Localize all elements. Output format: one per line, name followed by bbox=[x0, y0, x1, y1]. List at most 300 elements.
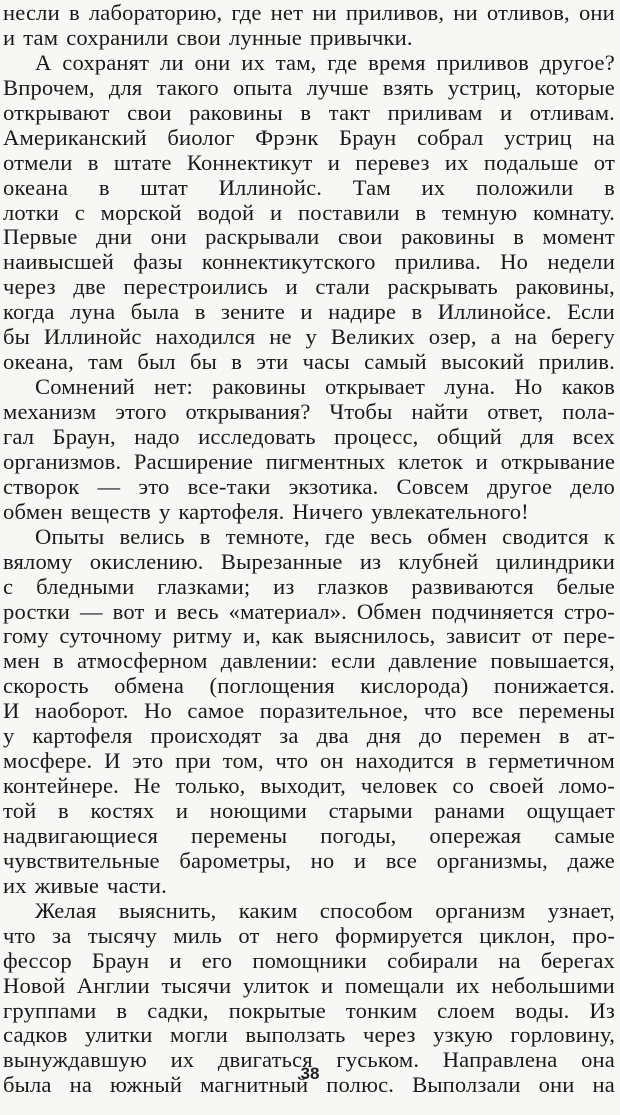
word: из bbox=[273, 573, 295, 599]
word: чувствительные bbox=[3, 847, 160, 873]
text-line bbox=[3, 76, 615, 101]
word: у bbox=[3, 723, 15, 749]
word: организмов. bbox=[3, 448, 122, 474]
word: южный bbox=[110, 1072, 183, 1098]
word: и bbox=[327, 149, 340, 175]
word: Впрочем, bbox=[3, 74, 95, 100]
word: Американский bbox=[3, 124, 147, 150]
word: герметичном bbox=[488, 748, 615, 774]
word: Но bbox=[514, 374, 543, 400]
word: подальше bbox=[483, 149, 579, 175]
word: штат bbox=[140, 174, 188, 200]
text-line bbox=[3, 176, 615, 201]
word: бы bbox=[189, 349, 217, 375]
word: тысячи bbox=[161, 972, 232, 998]
word: их bbox=[456, 972, 480, 998]
word: скорость bbox=[3, 673, 89, 699]
word: там bbox=[88, 349, 124, 375]
word: океана, bbox=[3, 349, 74, 375]
text-line bbox=[3, 575, 615, 600]
word: фазы bbox=[133, 249, 183, 275]
word: надвигающиеся bbox=[3, 822, 158, 848]
word: прилив. bbox=[538, 349, 615, 375]
word: биолог bbox=[167, 124, 235, 150]
text-line bbox=[3, 400, 615, 425]
word: весь bbox=[176, 598, 219, 624]
word: ростки bbox=[3, 598, 71, 624]
word: про- bbox=[572, 922, 615, 948]
word: наоборот. bbox=[34, 698, 129, 724]
word: отмели bbox=[3, 149, 73, 175]
word: Первые bbox=[3, 224, 78, 250]
word: для bbox=[520, 423, 555, 449]
word: такт bbox=[328, 99, 371, 125]
word: комнату. bbox=[532, 199, 615, 225]
word: Ничего bbox=[292, 498, 364, 524]
word: ломо- bbox=[558, 773, 615, 799]
word: положили bbox=[475, 174, 574, 200]
word: свои bbox=[337, 224, 383, 250]
word: через bbox=[362, 1022, 416, 1048]
word: картофеля. bbox=[178, 498, 285, 524]
word: раскрывали bbox=[205, 224, 320, 250]
word: в bbox=[53, 648, 64, 674]
word: в bbox=[68, 0, 80, 25]
text-line bbox=[3, 749, 615, 774]
word: стали bbox=[315, 274, 370, 300]
word: была bbox=[3, 1072, 52, 1098]
word: ноющими bbox=[209, 798, 307, 823]
word: где bbox=[327, 49, 358, 75]
word: от bbox=[593, 149, 615, 175]
word: в bbox=[513, 224, 525, 250]
word: нет: bbox=[154, 374, 193, 400]
word: воды. bbox=[515, 997, 570, 1023]
word: водой bbox=[197, 199, 255, 225]
text-line bbox=[3, 774, 615, 799]
word: в bbox=[194, 299, 206, 325]
word: все bbox=[385, 847, 418, 873]
word: гуськом. bbox=[336, 1047, 420, 1073]
word: зависит bbox=[446, 623, 521, 649]
word: происходят bbox=[150, 723, 262, 749]
word: выползать bbox=[245, 1022, 346, 1048]
word: в bbox=[199, 523, 211, 549]
word: Сомнений bbox=[35, 374, 135, 400]
word: небольшими bbox=[491, 972, 615, 998]
word: и bbox=[270, 199, 283, 225]
word: бы bbox=[3, 324, 30, 350]
word: собирали bbox=[387, 947, 479, 973]
word: вынуждавшую bbox=[3, 1047, 147, 1073]
word: группами bbox=[3, 997, 97, 1023]
text-line bbox=[3, 874, 615, 899]
word: сохранили bbox=[66, 24, 169, 50]
word: их bbox=[170, 1047, 195, 1073]
word: весь bbox=[370, 523, 413, 549]
word: Браун, bbox=[52, 423, 116, 449]
word: окислению. bbox=[89, 548, 204, 574]
word: устриц, bbox=[447, 74, 522, 100]
word: и bbox=[475, 448, 488, 474]
text-line bbox=[3, 924, 615, 949]
word: костях bbox=[90, 798, 155, 823]
word: все-таки bbox=[187, 473, 271, 499]
word: «материал». bbox=[228, 598, 347, 624]
word: и bbox=[169, 947, 182, 973]
word: они bbox=[150, 224, 187, 250]
word: в bbox=[465, 748, 477, 774]
word: самые bbox=[554, 822, 615, 848]
word: развиваются bbox=[411, 573, 534, 599]
word: створок bbox=[3, 473, 80, 499]
text-line bbox=[3, 375, 615, 400]
word: его bbox=[201, 947, 233, 973]
word: покрытые bbox=[228, 997, 326, 1023]
text-line bbox=[3, 126, 615, 151]
word: отливов, bbox=[486, 0, 570, 25]
word: надире bbox=[328, 299, 397, 325]
word: Выползали bbox=[412, 1072, 521, 1098]
word: привычки. bbox=[309, 24, 413, 50]
word: на bbox=[592, 1072, 615, 1098]
text-line bbox=[3, 849, 615, 874]
word: наивысшей bbox=[3, 249, 114, 275]
word: Иллинойсе. bbox=[437, 299, 552, 325]
word: если bbox=[330, 648, 376, 674]
word: другое bbox=[487, 473, 553, 499]
word: старыми bbox=[328, 798, 413, 823]
word: процесс, bbox=[334, 423, 419, 449]
word: приливов, bbox=[345, 0, 445, 25]
word: при bbox=[175, 748, 211, 774]
text-line bbox=[3, 151, 615, 176]
word: только, bbox=[175, 773, 246, 799]
word: и bbox=[320, 972, 334, 998]
word: части. bbox=[107, 872, 167, 898]
word: вялому bbox=[3, 548, 73, 574]
text-line bbox=[3, 1, 615, 26]
word: тонким bbox=[345, 997, 418, 1023]
text-line bbox=[3, 26, 615, 51]
word: со bbox=[452, 773, 475, 799]
word: перемен bbox=[460, 723, 541, 749]
word: пигментных bbox=[265, 448, 386, 474]
word: находился bbox=[155, 324, 256, 350]
word: повышается, bbox=[490, 648, 615, 674]
text-line bbox=[3, 51, 615, 76]
word: пере- bbox=[563, 623, 615, 649]
word: Браун bbox=[339, 124, 397, 150]
word: что bbox=[275, 748, 309, 774]
word: улитки bbox=[85, 1022, 153, 1048]
word: они bbox=[578, 0, 615, 25]
word: гал bbox=[3, 423, 35, 449]
word: луна. bbox=[444, 374, 496, 400]
word: экзотика. bbox=[288, 473, 379, 499]
word: И bbox=[3, 698, 20, 724]
word: и bbox=[499, 99, 513, 125]
word: — bbox=[79, 598, 103, 624]
word: свои bbox=[127, 99, 172, 125]
word: выяснить, bbox=[118, 897, 217, 923]
word: организмы, bbox=[436, 847, 548, 873]
word: двигаться bbox=[217, 1047, 313, 1073]
word: Браун bbox=[91, 947, 150, 973]
word: озер, bbox=[428, 324, 477, 350]
word: барометры, bbox=[179, 847, 292, 873]
word: Иллинойс. bbox=[218, 174, 323, 200]
word: той bbox=[3, 798, 37, 823]
word: стро- bbox=[563, 598, 615, 624]
word: и bbox=[154, 598, 167, 624]
word: поразительное, bbox=[259, 698, 409, 724]
word: дело bbox=[570, 473, 615, 499]
word: мен bbox=[3, 648, 40, 674]
word: Новой bbox=[3, 972, 66, 998]
text-line bbox=[3, 674, 615, 699]
word: на bbox=[498, 947, 521, 973]
text-line bbox=[3, 699, 615, 724]
text-line bbox=[3, 724, 615, 749]
word: темную bbox=[441, 199, 518, 225]
word: кислорода) bbox=[360, 673, 469, 699]
word: И bbox=[104, 748, 121, 774]
word: она bbox=[581, 1047, 615, 1073]
word: белые bbox=[556, 573, 615, 599]
word: Но bbox=[500, 249, 529, 275]
word: ли bbox=[160, 49, 184, 75]
word: обмена bbox=[114, 673, 185, 699]
word: Направлена bbox=[442, 1047, 558, 1073]
word: Фрэнк bbox=[255, 124, 319, 150]
text-line bbox=[3, 999, 615, 1024]
word: мосфере. bbox=[3, 748, 93, 774]
word: своей bbox=[488, 773, 544, 799]
word: их bbox=[3, 872, 27, 898]
word: велись bbox=[119, 523, 185, 549]
word: открывают bbox=[3, 99, 110, 125]
word: что bbox=[3, 922, 36, 948]
word: механизм bbox=[3, 399, 97, 424]
word: Обмен bbox=[356, 598, 422, 624]
word: раковины, bbox=[515, 274, 615, 300]
word: узкую bbox=[433, 1022, 493, 1048]
word: от bbox=[531, 623, 553, 649]
word: раковины bbox=[189, 99, 283, 125]
word: выходит, bbox=[260, 773, 346, 799]
text-line bbox=[3, 275, 615, 300]
word: с bbox=[74, 199, 85, 225]
word: давлении: bbox=[220, 648, 318, 674]
word: обмен bbox=[427, 523, 488, 549]
word: Расширение bbox=[133, 448, 254, 474]
word: обмен bbox=[3, 498, 63, 524]
word: Иллинойс bbox=[43, 324, 142, 350]
word: за bbox=[52, 922, 72, 948]
word: поставили bbox=[297, 199, 400, 225]
word: в bbox=[415, 199, 427, 225]
word: Не bbox=[133, 773, 161, 799]
word: всех bbox=[572, 423, 615, 449]
text-line bbox=[3, 525, 615, 550]
word: штате bbox=[113, 149, 172, 175]
word: в bbox=[558, 723, 570, 749]
text-line bbox=[3, 649, 615, 674]
word: человек bbox=[360, 773, 438, 799]
page-number: 38 bbox=[300, 1064, 320, 1083]
word: Желая bbox=[35, 897, 97, 923]
word: в bbox=[87, 149, 99, 175]
word: увлекательного! bbox=[371, 498, 529, 524]
word: сводится bbox=[502, 523, 589, 549]
word: они bbox=[538, 1072, 575, 1098]
word: гому bbox=[3, 623, 49, 649]
word: лабораторию, bbox=[88, 0, 223, 25]
word: опережая bbox=[429, 822, 522, 848]
word: перевез bbox=[355, 149, 430, 175]
word: луна bbox=[69, 299, 116, 325]
word: ат- bbox=[587, 723, 615, 749]
word: в bbox=[116, 997, 128, 1023]
word: найти bbox=[411, 399, 469, 424]
text-line bbox=[3, 300, 615, 325]
word: миль bbox=[173, 922, 222, 948]
word: берегу bbox=[550, 324, 615, 350]
word: этого bbox=[115, 399, 167, 424]
word: за bbox=[279, 723, 299, 749]
word: прилива. bbox=[394, 249, 481, 275]
word: лунные bbox=[229, 24, 302, 50]
word: для bbox=[108, 74, 143, 100]
word: в bbox=[58, 798, 69, 823]
word: где bbox=[231, 0, 262, 25]
word: он bbox=[319, 748, 344, 774]
word: морской bbox=[100, 199, 182, 225]
word: на bbox=[69, 1072, 93, 1098]
word: устриц bbox=[504, 124, 572, 150]
text-line bbox=[3, 201, 615, 226]
word: где bbox=[324, 523, 356, 549]
word: их bbox=[444, 149, 469, 175]
word: фессор bbox=[3, 947, 72, 973]
word: атмосферном bbox=[76, 648, 208, 674]
word: высокий bbox=[441, 349, 525, 375]
word: приливов bbox=[436, 49, 529, 75]
word: в bbox=[231, 349, 243, 375]
word: собрал bbox=[416, 124, 484, 150]
word: ранами bbox=[434, 798, 506, 823]
word: что bbox=[423, 698, 457, 724]
word: их bbox=[241, 49, 265, 75]
word: и bbox=[300, 299, 313, 325]
word: ответ, bbox=[487, 399, 544, 424]
word: глазками; bbox=[157, 573, 251, 599]
text-line bbox=[3, 475, 615, 500]
word: пола- bbox=[562, 399, 615, 424]
word: циклон, bbox=[479, 922, 556, 948]
word: другое? bbox=[539, 49, 615, 75]
word: самое bbox=[187, 698, 245, 724]
word: там, bbox=[275, 49, 317, 75]
text-line bbox=[3, 799, 615, 824]
word: в bbox=[98, 174, 110, 200]
word: и bbox=[353, 847, 367, 873]
word: но bbox=[310, 847, 335, 873]
word: подчиняется bbox=[431, 598, 554, 624]
word: магнитный bbox=[200, 1072, 309, 1098]
word: каков bbox=[561, 374, 615, 400]
word: коннектикутского bbox=[201, 249, 376, 275]
word: бледными bbox=[36, 573, 135, 599]
text-line bbox=[3, 101, 615, 126]
word: полюс. bbox=[326, 1072, 395, 1098]
word: Великих bbox=[330, 324, 415, 350]
word: лучше bbox=[306, 74, 369, 100]
word: Там bbox=[352, 174, 391, 200]
word: их bbox=[421, 174, 446, 200]
word: том, bbox=[222, 748, 264, 774]
word: темноте, bbox=[225, 523, 310, 549]
word: и bbox=[285, 274, 298, 300]
word: у bbox=[305, 324, 317, 350]
word: это bbox=[132, 748, 164, 774]
word: на bbox=[514, 324, 538, 350]
word: (поглощения bbox=[209, 673, 335, 699]
word: эти bbox=[256, 349, 289, 375]
word: и bbox=[3, 24, 16, 50]
text-line bbox=[3, 225, 615, 250]
word: формируется bbox=[335, 922, 463, 948]
text-line bbox=[3, 824, 615, 849]
text-line bbox=[3, 550, 615, 575]
word: свои bbox=[176, 24, 222, 50]
word: узнает, bbox=[547, 897, 615, 923]
word: берегах bbox=[540, 947, 615, 973]
word: раковины bbox=[212, 374, 306, 400]
word: надо bbox=[134, 423, 180, 449]
word: в bbox=[604, 174, 615, 200]
word: там bbox=[23, 24, 59, 50]
word: каким bbox=[238, 897, 298, 923]
word: из bbox=[359, 548, 382, 574]
word: от bbox=[238, 922, 260, 948]
word: организм bbox=[435, 897, 526, 923]
word: опыта bbox=[232, 74, 293, 100]
word: с bbox=[3, 573, 14, 599]
word: и bbox=[175, 798, 189, 823]
word: помощники bbox=[252, 947, 367, 973]
word: все bbox=[471, 698, 504, 724]
word: перестроились bbox=[123, 274, 268, 300]
word: контейнере. bbox=[3, 773, 119, 799]
word: два bbox=[316, 723, 349, 749]
word: перемены bbox=[518, 698, 615, 724]
text-line bbox=[3, 949, 615, 974]
word: ощущает bbox=[526, 798, 615, 823]
word: в bbox=[300, 99, 312, 125]
word: клеток bbox=[397, 448, 463, 474]
word: выяснилось, bbox=[314, 623, 436, 649]
word: Совсем bbox=[396, 473, 469, 499]
word: даже bbox=[567, 847, 615, 873]
word: приливам bbox=[387, 99, 483, 125]
word: время bbox=[368, 49, 426, 75]
word: на bbox=[592, 124, 615, 150]
word: веществ bbox=[70, 498, 151, 524]
word: открывание bbox=[500, 448, 615, 474]
body-text bbox=[3, 1, 615, 1098]
